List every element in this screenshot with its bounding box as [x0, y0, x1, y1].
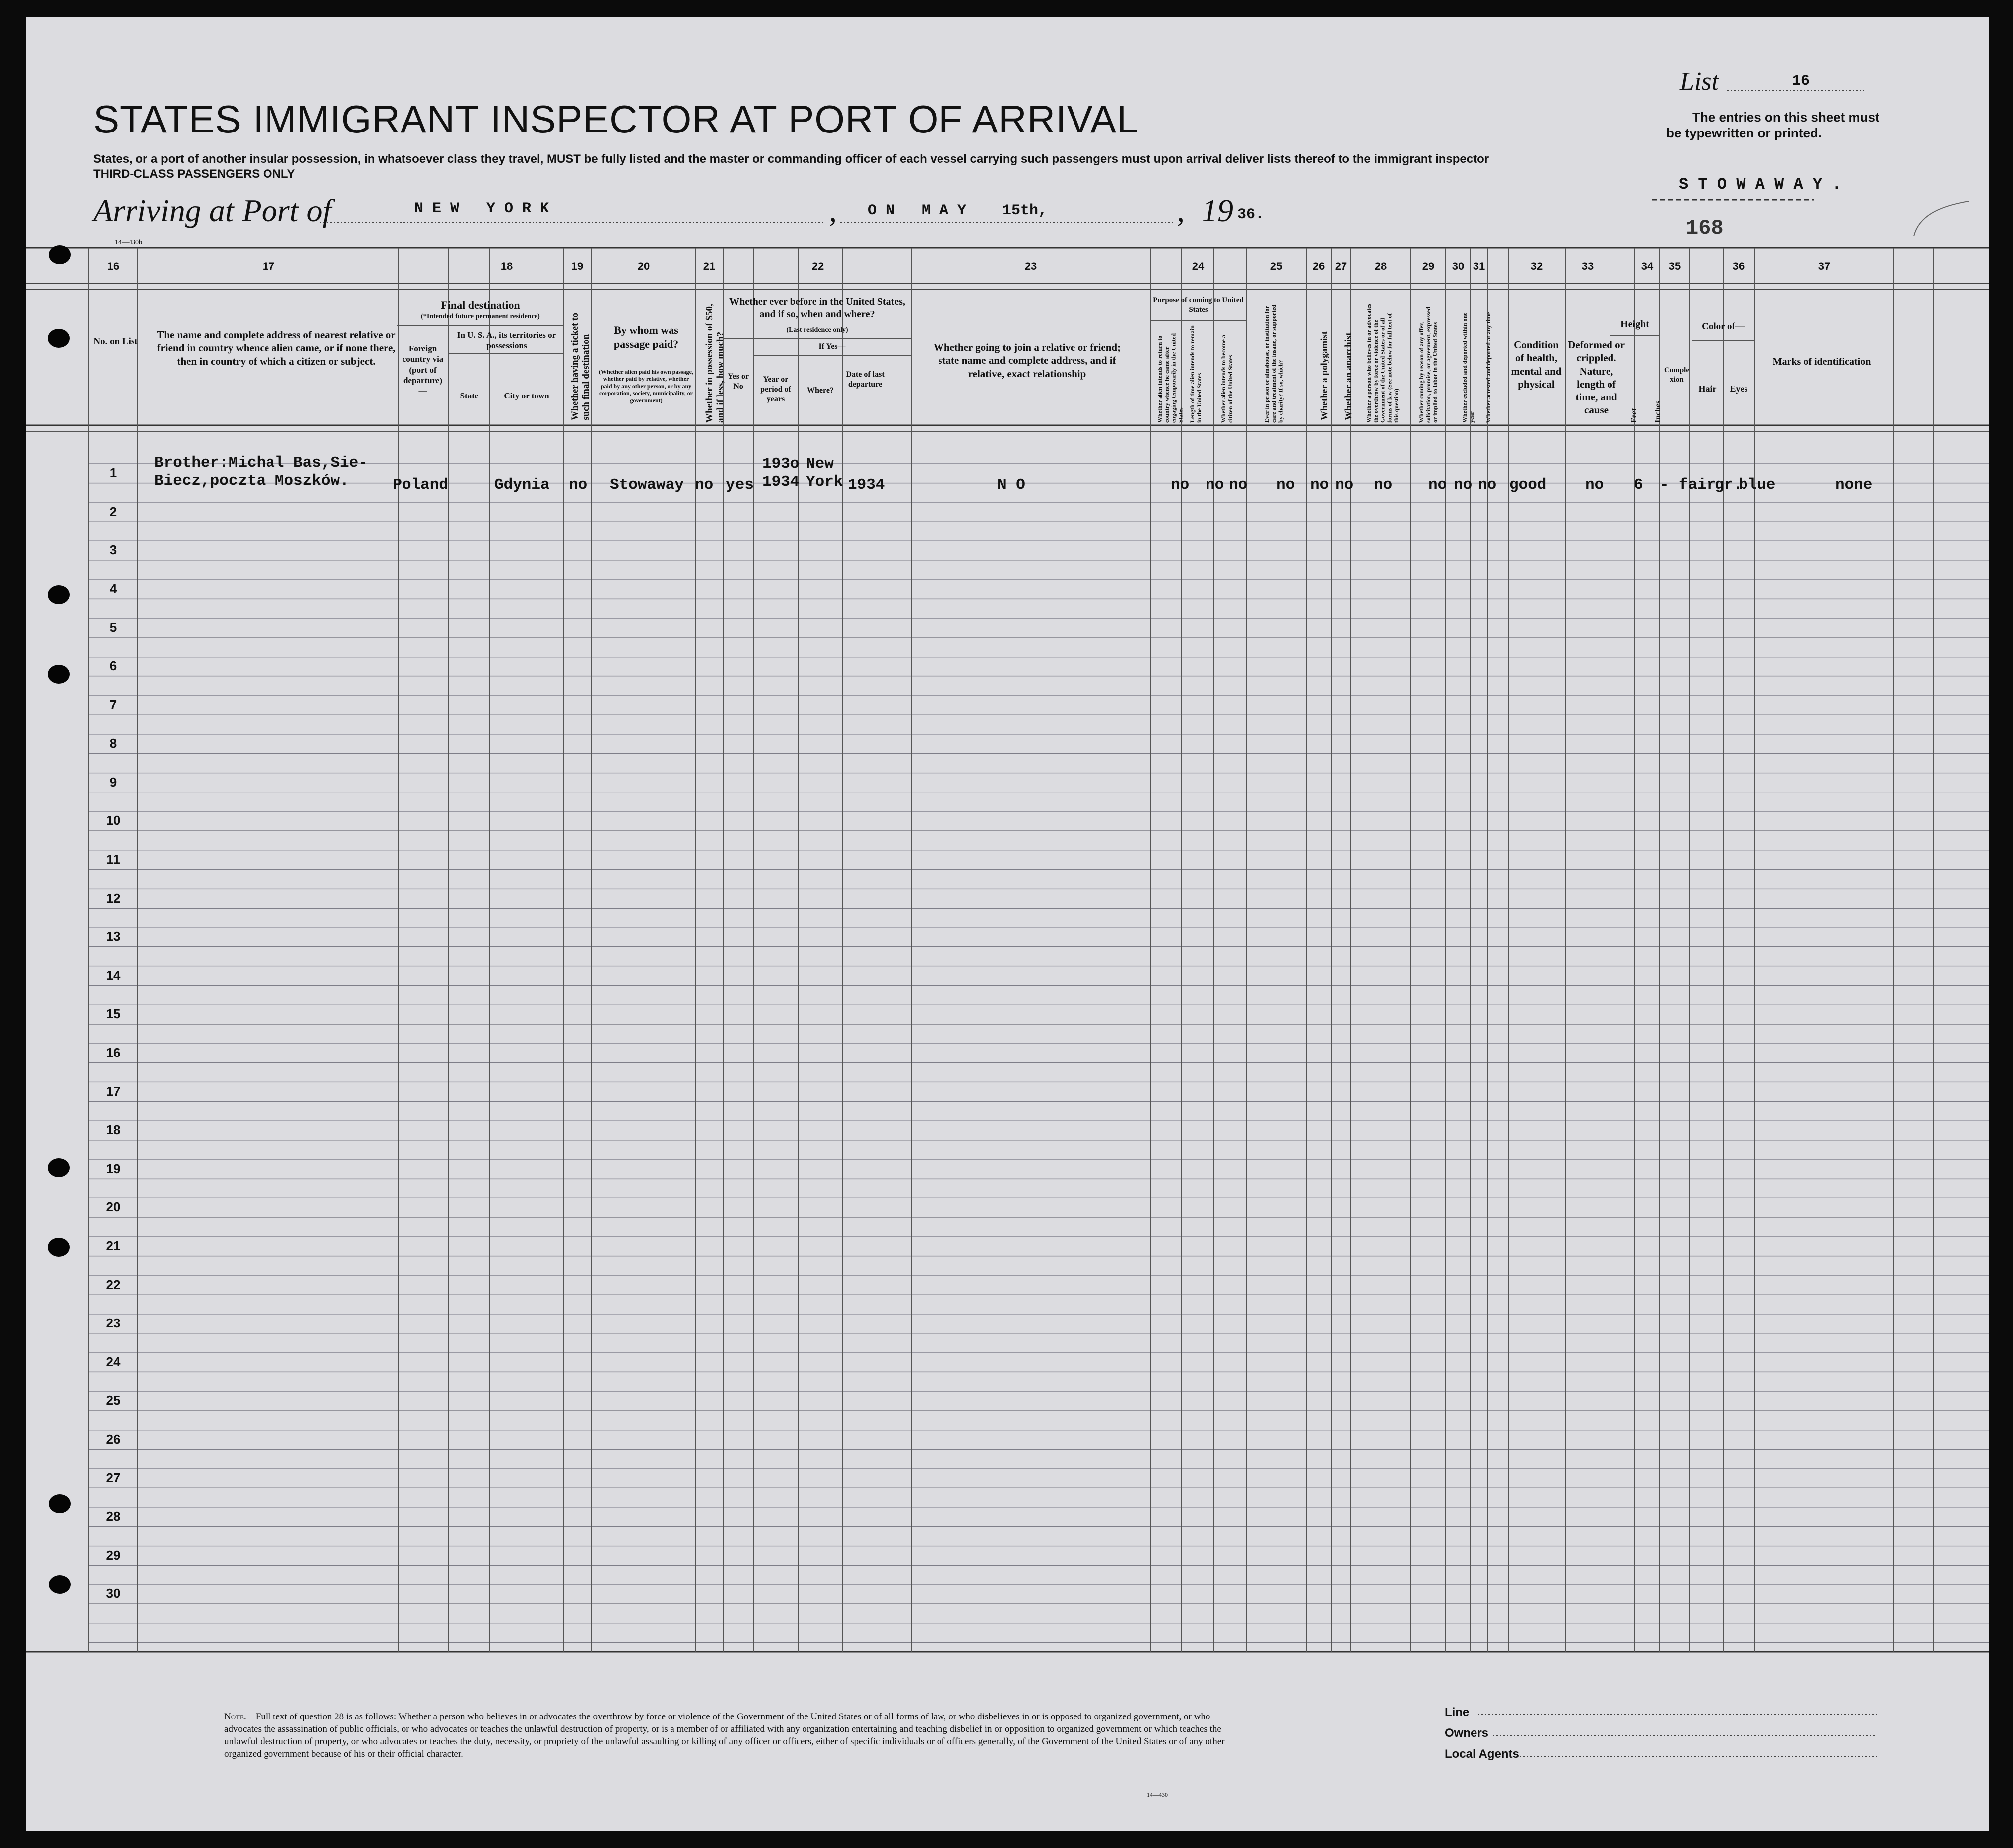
row-number: 5: [109, 620, 117, 635]
column-number: 30: [1452, 260, 1465, 272]
row-number: 16: [106, 1045, 121, 1060]
col25-header: Ever in prison or almshouse, or institution for care and treatment of the insane, or supported by charity? If so, which?: [1263, 304, 1284, 423]
col19-header: Whether having a ticket to such final destination: [570, 312, 591, 420]
deformed-cell: no: [1585, 476, 1604, 494]
column-number: 29: [1422, 260, 1435, 272]
c31-cell: no: [1478, 476, 1497, 494]
complexion-cell: fair: [1679, 476, 1716, 494]
c24c-cell: no: [1229, 476, 1248, 494]
form-number-top: 14—430b: [115, 239, 142, 246]
col23-header: Whether going to join a relative or friend; state name and complete address, and if relative, exact relationship: [933, 341, 1121, 380]
hair-cell: gr.: [1715, 476, 1743, 494]
column-number: 22: [811, 260, 824, 272]
row-number: 12: [106, 890, 121, 906]
row-number: 13: [106, 929, 121, 944]
col18-subtitle: (*Intended future permanent residence): [421, 313, 540, 320]
column-number: 17: [262, 260, 275, 272]
c30-cell: no: [1454, 476, 1473, 494]
column-number: 33: [1581, 260, 1594, 272]
column-number: 34: [1641, 260, 1654, 272]
row-number: 19: [106, 1161, 121, 1176]
col22-where-header: Where?: [807, 386, 834, 395]
row-number: 7: [109, 697, 117, 712]
row-number: 25: [106, 1393, 121, 1408]
row-number: 17: [106, 1083, 121, 1099]
c27-cell: no: [1335, 476, 1354, 494]
row-number: 9: [109, 774, 117, 790]
column-number: 32: [1530, 260, 1543, 272]
col18-usa-header: In U. S. A., its territories or possessions: [457, 330, 556, 351]
passage-paid-cell: Stowaway: [610, 476, 684, 494]
note-text: —Full text of question 28 is as follows: Whether a person who believes in or advocates the overthrow by force or violence of the Government of the United States or of all forms of law, or who disbelieves in or is opposed to organized government, or who advocates the assassination of public officials, or who advocates or teaches the unlawful destruction of property, or is a member of or affiliated with any organization entertaining and teaching disbelief in or opposition to organized government or which teaches the unlawful destruction of property, or who advocates or teaches the duty, necessity, or propriety of the unlawful assaulting or killing of any officer or officers, either of specific individuals or of officers generally, of the Government of the United States or of any other organized government because of his or their official character.: [224, 1712, 1225, 1760]
entries-note-1: The entries on this sheet must: [1692, 110, 1879, 125]
city-cell: Gdynia: [494, 476, 550, 494]
relative-address-line1: Brother:Michal Bas,Sie-: [154, 454, 368, 472]
col20-subtitle: (Whether alien paid his own passage, whether paid by relative, whether paid by any other person, or by any corporation, society, municipality, or government): [599, 368, 693, 404]
col18-foreign-header: Foreign country via (port of departure)—: [402, 344, 444, 396]
form-subtitle: States, or a port of another insular possession, in whatsoever class they travel, MUST be fully listed and the master or commanding officer of each vessel carrying such passengers must upon arrival deliver lists thereof to the immigrant inspector: [93, 152, 1489, 166]
row-number: 8: [109, 736, 117, 751]
col22-yesno-header: Yes or No: [727, 372, 749, 391]
col36-title: Color of—: [1702, 321, 1745, 332]
row-number: 6: [109, 659, 117, 673]
question-28-note: [224, 1711, 1225, 1760]
local-agents-label: Local Agents: [1445, 1747, 1519, 1761]
col24a-header: Whether alien intends to return to country whence he came after engaging temporarily in the United States: [1156, 333, 1184, 423]
where-line1-cell: New: [806, 455, 834, 473]
col18-title: Final destination: [441, 299, 520, 311]
col22-year-header: Year or period of years: [760, 375, 791, 403]
row-number: 3: [109, 542, 117, 558]
row-number: 20: [106, 1199, 121, 1215]
years-line2-cell: 1934: [762, 473, 800, 491]
col22-title: Whether ever before in the United States, and if so, when and where?: [729, 296, 905, 320]
row-number: 15: [106, 1006, 121, 1022]
column-number: 19: [571, 260, 584, 272]
column-number: 23: [1024, 260, 1037, 272]
c24a-cell: no: [1171, 476, 1190, 494]
inches-cell: -: [1660, 476, 1669, 494]
arrival-date: O N M A Y 15th,: [868, 202, 1048, 219]
col26-header: Whether a polygamist: [1319, 331, 1330, 420]
entries-note-2: be typewritten or printed.: [1666, 126, 1822, 140]
before-in-us-cell: yes: [726, 476, 754, 494]
arrival-year-suffix: 36.: [1237, 206, 1265, 223]
list-number: 16: [1792, 73, 1810, 90]
column-number: 21: [703, 260, 716, 272]
foreign-country-cell: Poland: [393, 476, 448, 494]
row-number: 18: [106, 1122, 121, 1138]
column-number: 18: [500, 260, 513, 272]
money-cell: no: [695, 476, 714, 494]
punch-hole: [48, 1158, 70, 1177]
column-number: 26: [1312, 260, 1325, 272]
manifest-sheet: STATES IMMIGRANT INSPECTOR AT PORT OF ARRIVAL States, or a port of another insular possession, in whatsoever class they travel, MUST be fully listed and the master or commanding officer of each vessel carrying such passengers must upon arrival deliver lists thereof to the immigrant inspector THIRD-CLASS PASSENGERS ONLY Arriving at Port of N E W Y O R K , O N M A Y 15th, , 19 36. List 16 The entries on this sheet must be typewritten or printed. S T O W A W A Y . 168 14—430b 16 17 18 19 20 21 22 23 24 25 26 27 28 29 30 31 32 33 34 35 36 37 No. on List The name and complete address of nearest relative or friend in country whence alien came, or if none there, then in country of which a citizen or subject. Final destination (*Intended future permanent residence) Foreign country via (port of departure)— In U. S. A., its territories or possessions State City or town Whether having a ticket to such final destination By whom was passage paid? (Whether alien paid his own passage, whether paid by relative, whether paid by any other person, or by any corporation, society, municipality, or government) Whether in possession of $50, and if less, how much? Whether ever before in the United States, and if so, when and where? (Last residence only) If Yes— Yes or No Year or period of years Where? Date of last departure Whether going to join a relative or friend; state name and complete address, and if relative, exact relationship Purpose of coming to United States Whether alien intends to return to country whence he came after engaging temporarily in the United States Length of time alien intends to remain in the United States Whether alien intends to become a citizen of the United States Ever in prison or almshouse, or institution for care and treatment of the insane, or supported by charity? If so, which? Whether a polygamist Whether an anarchist Whether a person who believes in or advocates the overthrow by force or violence of the Government of the United States or of all forms of law (See note below for full text of this question) Whether coming by reason of any offer, solicitation, promise, or agreement, expressed or implied, to labor in the United States Whether excluded and deported within one year Whether arrested and deported at any time Condition of health, mental and physical Deformed or crippled. Nature, length of time, and cause Height Feet Inches Complexion Color of— Hair Eyes Marks of identification 1 2 3 4 5 6 7 8 9 10 11 12 13 14 15 16 17 18 19 20 21 22 23 24 25 26 27 28 29 30 Brother:Michal Bas,Sie- Biecz,poczta Moszków. Poland Gdynia no Stowaway no yes 193o 1934 New York 1934 N O no no no no no no no no no no good no 6 - fair gr. blue none Note.—Full text of question 28 is as follows: Whether a person who believes in or advocates the overthrow by force or violence of the Government of the United States or of all forms of law, or who disbelieves in or is opposed to organized government, or who advocates the assassination of public officials, or who advocates or teaches the unlawful destruction of property, or is a member of or affiliated with any organization entertaining and teaching disbelief in or opposition to organized government or which teaches the unlawful destruction of property, or who advocates or teaches the duty, necessity, or propriety of the unlawful assaulting or killing of any officer or officers, either of specific individuals or of officers generally, of the Government of the United States or of any other organized government because of his or their official character. 14—430 Line Owners Local Agents: [26, 17, 1989, 1831]
marks-cell: none: [1835, 476, 1873, 494]
eyes-cell: blue: [1739, 476, 1776, 494]
col36-hair-header: Hair: [1698, 384, 1717, 394]
col21-header: Whether in possession of $50, and if less, how much?: [704, 304, 726, 423]
stowaway-label: S T O W A W A Y .: [1679, 175, 1842, 194]
column-number: 36: [1732, 260, 1745, 272]
column-number: 27: [1335, 260, 1347, 272]
column-number: 20: [637, 260, 650, 272]
col37-header: Marks of identification: [1772, 356, 1871, 367]
line-label: Line: [1445, 1706, 1470, 1719]
col24b-header: Length of time alien intends to remain in the United States: [1189, 325, 1203, 423]
col22-subtitle: (Last residence only): [786, 326, 848, 334]
row-number: 30: [106, 1586, 121, 1601]
arriving-label: Arriving at Port of: [93, 193, 332, 228]
col34-inches-header: Inches: [1654, 400, 1662, 423]
column-number: 28: [1374, 260, 1387, 272]
c25-cell: no: [1276, 476, 1295, 494]
form-class-note: THIRD-CLASS PASSENGERS ONLY: [93, 167, 295, 181]
punch-hole: [48, 1238, 70, 1257]
column-number: 31: [1473, 260, 1485, 272]
column-number: 24: [1192, 260, 1205, 272]
col18-state-header: State: [460, 391, 479, 400]
form-title: STATES IMMIGRANT INSPECTOR AT PORT OF ARRIVAL: [93, 97, 1139, 141]
row-number: 11: [106, 852, 120, 867]
manifest-grid: [26, 17, 1989, 1831]
col34-title: Height: [1620, 319, 1649, 330]
feet-cell: 6: [1634, 476, 1643, 494]
row-number: 26: [106, 1432, 121, 1447]
col36-eyes-header: Eyes: [1730, 384, 1748, 394]
col34-feet-header: Feet: [1630, 408, 1638, 423]
row-number: 27: [106, 1470, 121, 1485]
row-number: 24: [106, 1354, 121, 1369]
row-number: 14: [106, 967, 121, 983]
row-number: 21: [106, 1238, 121, 1253]
row-number: 22: [106, 1277, 121, 1292]
col32-header: Condition of health, mental and physical: [1511, 339, 1562, 390]
col17-header: The name and complete address of nearest relative or friend in country whence alien came, or if none there, then in country of which a citizen or subject.: [157, 329, 396, 367]
col30-header: Whether excluded and deported within one year: [1461, 312, 1475, 423]
punch-hole: [49, 245, 71, 264]
arrival-port: N E W Y O R K: [414, 200, 549, 217]
row-number: 28: [106, 1509, 121, 1524]
column-number: 37: [1818, 260, 1831, 272]
col22-date-header: Date of last departure: [846, 370, 885, 389]
col27-header: Whether an anarchist: [1343, 332, 1354, 420]
row-number: 29: [106, 1547, 121, 1563]
row-number: 1: [109, 465, 117, 480]
list-label: List: [1680, 67, 1719, 96]
column-number: 16: [107, 260, 120, 272]
form-number-bottom: 14—430: [1147, 1791, 1168, 1798]
col18-city-header: City or town: [504, 391, 549, 400]
health-cell: good: [1509, 476, 1547, 494]
row-number: 10: [106, 813, 121, 828]
col31-header: Whether arrested and deported at any time: [1485, 312, 1492, 423]
col28-header: Whether a person who believes in or advocates the overthrow by force or violence of the Government of the United States or of all forms of law (See note below for full text of this question): [1365, 303, 1400, 423]
c29-cell: no: [1428, 476, 1447, 494]
row-number: 2: [109, 504, 117, 519]
row-number: 4: [109, 581, 117, 596]
punch-hole: [49, 1575, 71, 1594]
punch-hole: [48, 665, 70, 684]
ticket-cell: no: [569, 476, 588, 494]
joining-cell: N O: [997, 476, 1025, 494]
col22-ifyes: If Yes—: [818, 342, 846, 351]
punch-hole: [48, 585, 70, 604]
arrival-year-prefix: 19: [1202, 193, 1233, 228]
column-number: 35: [1668, 260, 1681, 272]
col16-header: No. on List: [93, 336, 138, 347]
relative-address-line2: Biecz,poczta Moszków.: [154, 472, 349, 490]
col33-header: Deformed or crippled. Nature, length of time, and cause: [1568, 339, 1625, 416]
punch-hole: [49, 1494, 71, 1513]
stowaway-number: 168: [1686, 216, 1724, 240]
col29-header: Whether coming by reason of any offer, solicitation, promise, or agreement, expressed or implied, to labor in the United States: [1418, 307, 1439, 423]
col24c-header: Whether alien intends to become a citizen of the United States: [1220, 335, 1234, 423]
c24b-cell: no: [1206, 476, 1224, 494]
last-departure-cell: 1934: [848, 476, 885, 494]
row-number: 23: [106, 1316, 121, 1331]
owners-label: Owners: [1445, 1726, 1489, 1740]
where-line2-cell: York: [806, 473, 843, 491]
col20-title: By whom was passage paid?: [613, 324, 679, 350]
col24-title: Purpose of coming to United States: [1153, 296, 1244, 314]
punch-hole: [48, 329, 70, 348]
column-number: 25: [1270, 260, 1283, 272]
col35-header: Complexion: [1664, 366, 1689, 384]
c26-cell: no: [1310, 476, 1329, 494]
years-line1-cell: 193o: [762, 455, 800, 473]
note-label: Note.: [224, 1712, 246, 1722]
c28-cell: no: [1374, 476, 1393, 494]
